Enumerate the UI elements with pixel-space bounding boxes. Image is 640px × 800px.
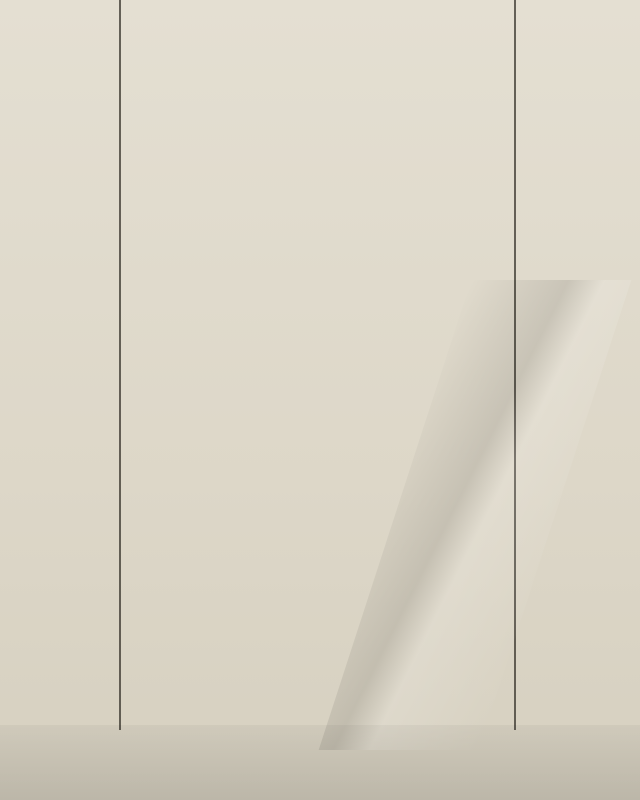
page-fold-shadow: [319, 280, 632, 750]
column-rule-right: [514, 0, 516, 730]
page-bottom-shadow: [0, 725, 640, 800]
column-rule-left: [119, 0, 121, 730]
